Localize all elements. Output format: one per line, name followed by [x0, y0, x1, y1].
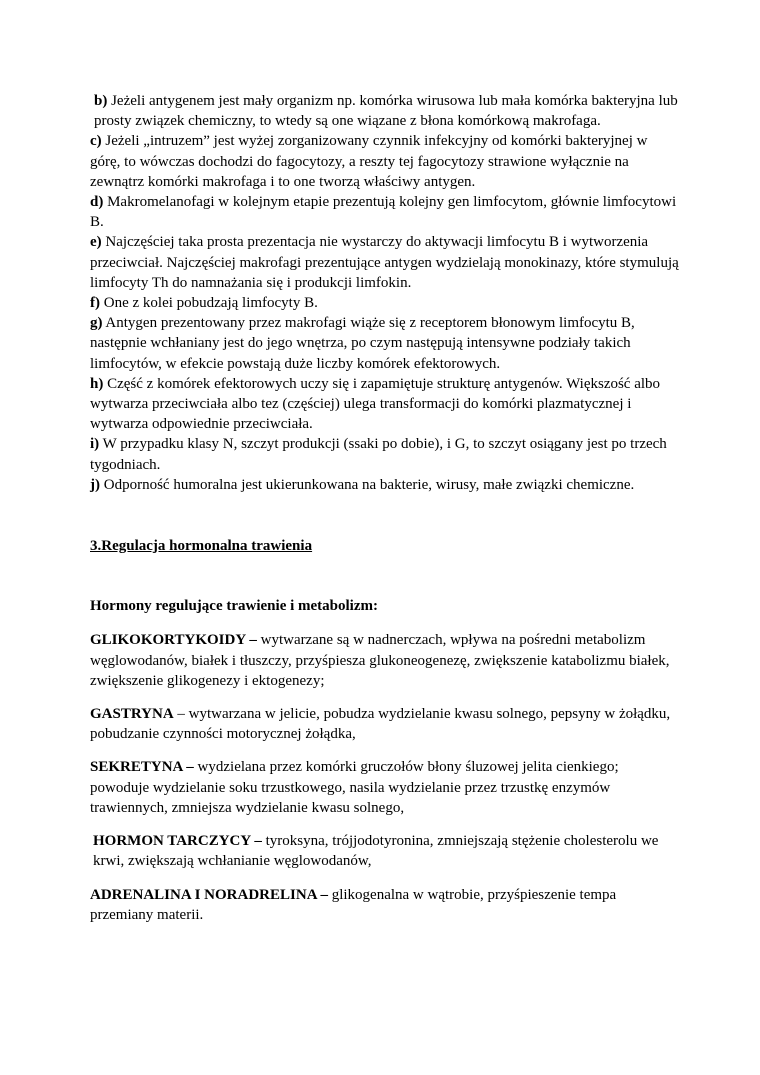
list-letter: d) — [90, 194, 104, 211]
hormone-name: GLIKOKORTYKOIDY – — [90, 632, 257, 649]
section-title: 3.Regulacja hormonalna trawienia — [90, 538, 313, 555]
list-item-g — [90, 313, 680, 374]
hormone-gastryna — [90, 704, 680, 744]
hormone-description: tyroksyna, trójjodotyronina, zmniejszają stężenie cholesterolu we krwi, zwiększają wchłanianie węglowodanów, — [93, 833, 659, 870]
hormone-tarczycy — [90, 831, 680, 871]
list-item-j — [90, 475, 680, 495]
list-letter: h) — [90, 375, 104, 392]
list-item-c — [90, 131, 680, 192]
list-text: Jeżeli antygenem jest mały organizm np. komórka wirusowa lub mała komórka bakteryjna lub prosty związek chemiczny, to wtedy są one wiązane z błona komórkową makrofaga. — [94, 93, 678, 130]
list-letter: i) — [90, 436, 100, 453]
list-text: Makromelanofagi w kolejnym etapie prezentują kolejny gen limfocytom, głównie limfocytowi B. — [90, 194, 677, 231]
list-letter: b) — [94, 93, 108, 109]
list-text: Część z komórek efektorowych uczy się i zapamiętuje strukturę antygenów. Większość albo wytwarza przeciwciała albo tez (częściej) ulega transformacji do komórki plazmatycznej i wytwarza odpowiednie przeciwciała. — [90, 375, 661, 433]
list-text: Jeżeli „intruzem” jest wyżej zorganizowany czynnik infekcyjny od komórki bakteryjnej w górę, to wówczas dochodzi do fagocytozy, a reszty tej fagocytozy strawione wyłącznie na zewnątrz komórki makrofaga i to one tworzą właściwy antygen. — [90, 133, 648, 190]
list-item-h — [90, 374, 680, 435]
list-text: W przypadku klasy N, szczyt produkcji (ssaki po dobie), i G, to szczyt osiągany jest po trzech tygodniach. — [90, 436, 667, 473]
hormone-name: ADRENALINA I NORADRELINA – — [90, 886, 328, 903]
list-item-i — [90, 434, 680, 474]
hormone-description: wytwarzane są w nadnerczach, wpływa na pośredni metabolizm węglowodanów, białek i tłuszczy, przyśpiesza glukoneogenezę, zwiększenie katabolizmu białek, zwiększenie glikogenezy i ektogenezy; — [90, 632, 670, 689]
list-text: Antygen prezentowany przez makrofagi wiąże się z receptorem błonowym limfocytu B, następnie wchłaniany jest do jego wnętrza, po czym następują intensywne podziały takich limfocytów, w efekcie powstają duże liczby komórek efektorowych. — [90, 315, 635, 372]
list-text: Najczęściej taka prosta prezentacja nie wystarczy do aktywacji limfocytu B i wytworzenia przeciwciał. Najczęściej makrofagi prezentujące antygen wydzielają monokinazy, które stymulują limfocyty Th do namnażania się i produkcji limfokin. — [90, 234, 679, 291]
hormone-name: SEKRETYNA – — [90, 759, 194, 776]
list-item-e — [90, 232, 680, 293]
list-letter: g) — [90, 315, 103, 332]
hormone-description: – wytwarzana w jelicie, pobudza wydzielanie kwasu solnego, pepsyny w żołądku, pobudzanie czynności motorycznej żołądka, — [90, 706, 671, 743]
list-text: One z kolei pobudzają limfocyty B. — [100, 295, 318, 312]
list-letter: j) — [90, 476, 100, 493]
hormone-sekretyna — [90, 757, 680, 818]
document-page — [90, 91, 680, 925]
list-letter: c) — [90, 133, 102, 150]
hormone-glikokortykoidy — [90, 630, 680, 691]
hormone-adrenalina — [90, 885, 680, 925]
list-item-d — [90, 192, 680, 232]
hormone-name: HORMON TARCZYCY – — [93, 833, 262, 850]
hormone-description: glikogenalna w wątrobie, przyśpieszenie tempa przemiany materii. — [90, 886, 617, 923]
list-letter: f) — [90, 295, 100, 312]
list-letter: e) — [90, 234, 102, 251]
hormone-description: wydzielana przez komórki gruczołów błony śluzowej jelita cienkiego; powoduje wydzielanie soku trzustkowego, nasila wydzielanie przez trzustkę enzymów trawiennych, zmniejsza wydzielanie kwasu solnego, — [90, 759, 619, 816]
section-subheading: Hormony regulujące trawienie i metabolizm: — [90, 598, 378, 615]
hormone-name: GASTRYNA — [90, 706, 174, 723]
list-item-f — [90, 293, 680, 313]
list-text: Odporność humoralna jest ukierunkowana na bakterie, wirusy, małe związki chemiczne. — [100, 476, 635, 493]
list-item-b — [90, 91, 680, 131]
